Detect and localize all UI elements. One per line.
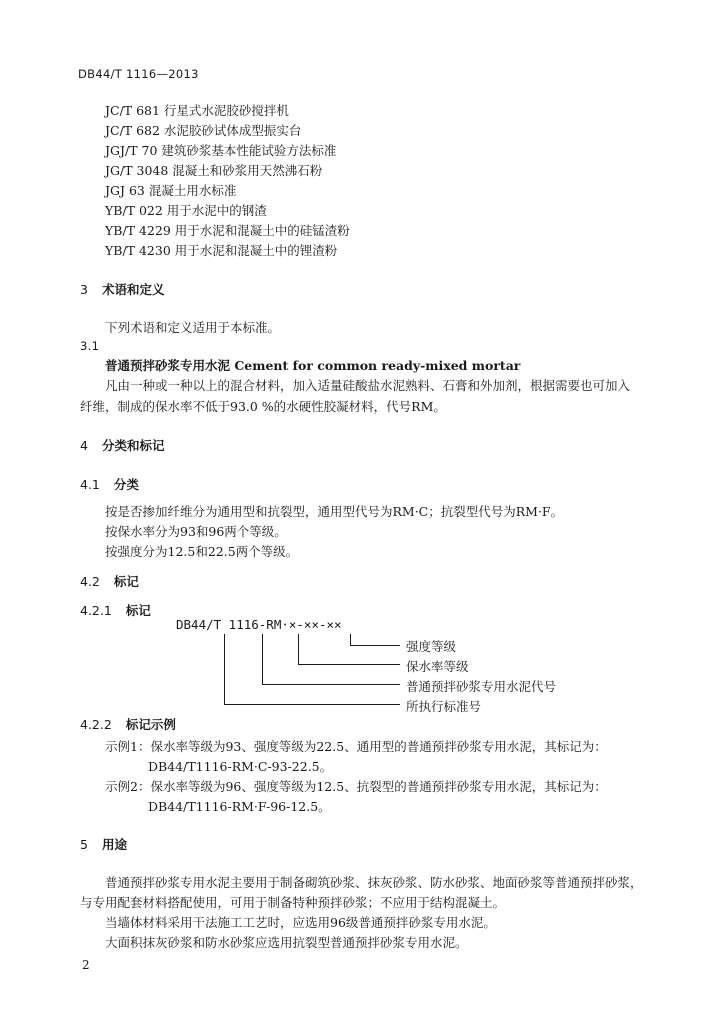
document-id-header: DB44/T 1116—2013 <box>78 67 199 81</box>
diagram-connector <box>262 684 400 685</box>
reference-item: YB/T 022 用于水泥中的钢渣 <box>105 203 267 218</box>
page-number: 2 <box>82 958 90 972</box>
subsection-4-1-heading <box>80 475 139 493</box>
term-definition-line: 凡由一种或一种以上的混合材料，加入适量硅酸盐水泥熟料、石膏和外加剂，根据需要也可加入 <box>105 378 631 393</box>
example-text: 示例2：保水率等级为96、强度等级为12.5、抗裂型的普通预拌砂浆专用水泥，其标记为： <box>105 779 607 794</box>
usage-line: 大面积抹灰砂浆和防水砂浆应选用抗裂型普通预拌砂浆专用水泥。 <box>105 935 468 950</box>
classification-line: 按强度分为12.5和22.5两个等级。 <box>105 544 299 559</box>
subsection-title: 分类 <box>113 477 139 492</box>
reference-item: YB/T 4230 用于水泥和混凝土中的锂渣粉 <box>105 243 338 258</box>
reference-item: JC/T 681 行星式水泥胶砂搅拌机 <box>105 103 289 118</box>
subsection-title: 标记示例 <box>125 717 176 732</box>
diagram-label-strength: 强度等级 <box>406 639 457 654</box>
example-mark: DB44/T1116-RM·C-93-22.5。 <box>148 759 333 774</box>
reference-item: JGJ 63 混凝土用水标准 <box>105 183 237 198</box>
section-number: 4 <box>80 438 88 453</box>
classification-line: 按是否掺加纤维分为通用型和抗裂型，通用型代号为RM·C；抗裂型代号为RM·F。 <box>105 504 564 519</box>
example-mark: DB44/T1116-RM·F-96-12.5。 <box>148 799 331 814</box>
term-number: 3.1 <box>80 339 100 353</box>
section-3-intro: 下列术语和定义适用于本标准。 <box>105 320 281 335</box>
term-definition-line: 纤维，制成的保水率不低于93.0 %的水硬性胶凝材料，代号RM。 <box>80 399 446 414</box>
subsection-number: 4.1 <box>80 477 100 492</box>
subsection-number: 4.2.1 <box>80 603 112 618</box>
section-3-heading <box>80 280 165 298</box>
subsection-number: 4.2 <box>80 574 100 589</box>
usage-line: 与专用配套材料搭配使用，可用于制备特种预拌砂浆；不应用于结构混凝土。 <box>80 895 506 910</box>
usage-line: 普通预拌砂浆专用水泥主要用于制备砌筑砂浆、抹灰砂浆、防水砂浆、地面砂浆等普通预拌砂浆， <box>105 875 643 890</box>
section-number: 3 <box>80 282 88 297</box>
subsection-title: 标记 <box>125 603 151 618</box>
subsection-number: 4.2.2 <box>80 717 112 732</box>
subsection-4-2-2-heading <box>80 715 176 733</box>
term-title: 普通预拌砂浆专用水泥 Cement for common ready-mixed mortar <box>105 358 521 373</box>
section-title: 分类和标记 <box>102 438 165 453</box>
section-5-heading <box>80 835 127 853</box>
reference-item: JGJ/T 70 建筑砂浆基本性能试验方法标准 <box>105 143 337 158</box>
reference-item: JC/T 682 水泥胶砂试体成型振实台 <box>105 123 302 138</box>
diagram-connector <box>350 645 400 646</box>
diagram-connector <box>298 634 299 665</box>
subsection-title: 标记 <box>113 574 139 589</box>
diagram-connector <box>224 704 400 705</box>
section-4-heading <box>80 436 165 454</box>
diagram-connector <box>224 634 225 705</box>
diagram-connector <box>298 664 400 665</box>
section-number: 5 <box>80 837 88 852</box>
section-title: 用途 <box>102 837 128 852</box>
subsection-4-2-1-heading <box>80 601 151 619</box>
diagram-label-cement-code: 普通预拌砂浆专用水泥代号 <box>406 679 557 694</box>
subsection-4-2-heading <box>80 572 139 590</box>
example-text: 示例1：保水率等级为93、强度等级为22.5、通用型的普通预拌砂浆专用水泥，其标记为： <box>105 739 607 754</box>
diagram-label-water-retention: 保水率等级 <box>406 659 469 674</box>
usage-line: 当墙体材料采用干法施工工艺时，应选用96级普通预拌砂浆专用水泥。 <box>105 915 496 930</box>
classification-line: 按保水率分为93和96两个等级。 <box>105 524 287 539</box>
diagram-label-standard-number: 所执行标准号 <box>406 699 482 714</box>
reference-item: YB/T 4229 用于水泥和混凝土中的硅锰渣粉 <box>105 223 350 238</box>
marking-code: DB44/T 1116-RM·×-××-×× <box>176 617 342 632</box>
diagram-connector <box>262 634 263 685</box>
section-title: 术语和定义 <box>102 282 165 297</box>
reference-item: JG/T 3048 混凝土和砂浆用天然沸石粉 <box>105 163 323 178</box>
